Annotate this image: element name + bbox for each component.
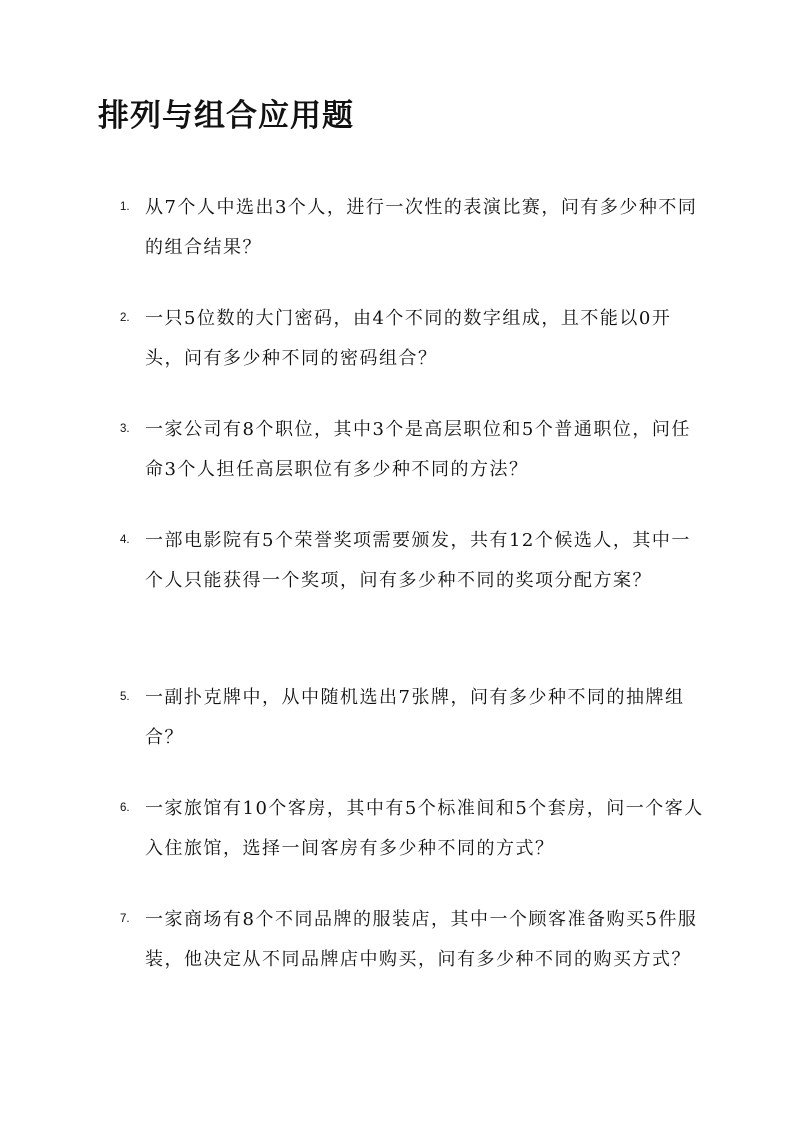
question-text: 一副扑克牌中，从中随机选出7张牌，问有多少种不同的抽牌组合？ (145, 687, 685, 748)
question-number: 2. (120, 312, 130, 324)
question-number: 5. (120, 691, 130, 703)
question-text: 一家旅馆有10个客房，其中有5个标准间和5个套房，问一个客人入住旅馆，选择一间客房有多少种不同的方式？ (145, 798, 704, 859)
page-title: 排列与组合应用题 (98, 98, 354, 134)
question-number: 1. (120, 201, 130, 213)
question-number: 7. (120, 913, 130, 925)
question-number: 6. (120, 802, 130, 814)
question-number: 4. (120, 534, 130, 546)
question-text: 一部电影院有5个荣誉奖项需要颁发，共有12个候选人，其中一个人只能获得一个奖项，问有多少种不同的奖项分配方案？ (145, 530, 691, 591)
question-text: 一家商场有8个不同品牌的服装店，其中一个顾客准备购买5件服装，他决定从不同品牌店中购买，问有多少种不同的购买方式？ (145, 909, 698, 970)
question-text: 一只5位数的大门密码，由4个不同的数字组成，且不能以0开头，问有多少种不同的密码组合？ (145, 308, 672, 369)
question-text: 一家公司有8个职位，其中3个是高层职位和5个普通职位，问任命3个人担任高层职位有多少种不同的方法？ (145, 419, 691, 480)
question-text: 从7个人中选出3个人，进行一次性的表演比赛，问有多少种不同的组合结果？ (145, 197, 698, 258)
question-number: 3. (120, 423, 130, 435)
